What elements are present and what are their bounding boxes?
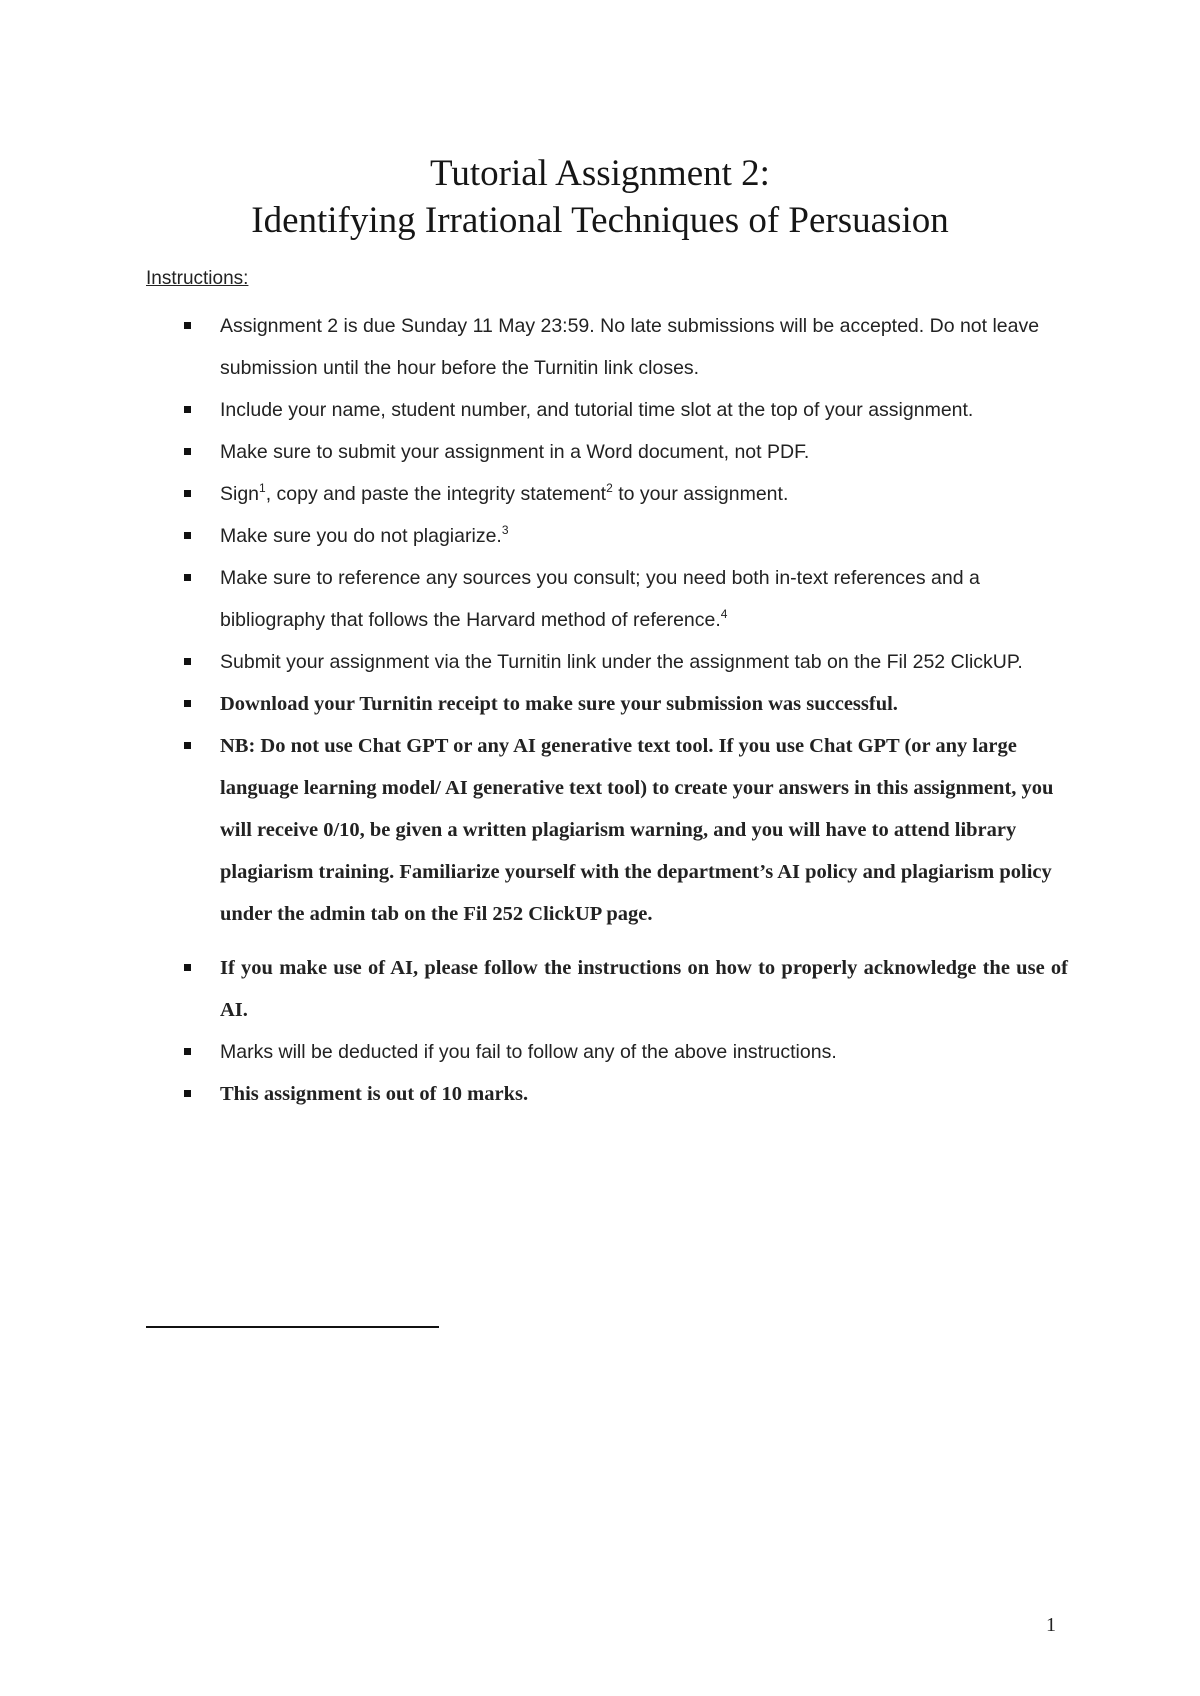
list-item — [178, 725, 1068, 935]
square-bullet-icon — [184, 322, 191, 329]
item-text: If you make use of AI, please follow the instructions on how to properly acknowledge the use of AI. — [220, 957, 1068, 1021]
footnote-ref-3[interactable]: 3 — [501, 523, 509, 537]
square-bullet-icon — [184, 574, 191, 581]
list-item — [178, 515, 1068, 557]
item-text: Download your Turnitin receipt to make sure your submission was successful. — [220, 693, 898, 715]
square-bullet-icon — [184, 406, 191, 413]
footnote-ref-4[interactable]: 4 — [720, 607, 728, 621]
item-text: Make sure to reference any sources you consult; you need both in-text references and a bibliography that follows the Harvard method of reference. — [220, 567, 980, 631]
list-item — [178, 947, 1068, 1031]
square-bullet-icon — [184, 490, 191, 497]
list-item — [178, 473, 1068, 515]
item-text: Include your name, student number, and tutorial time slot at the top of your assignment. — [220, 399, 974, 421]
list-item — [178, 557, 1068, 641]
title-line-1: Tutorial Assignment 2: — [430, 153, 770, 194]
item-text: This assignment is out of 10 marks. — [220, 1083, 529, 1105]
square-bullet-icon — [184, 1048, 191, 1055]
list-item — [178, 431, 1068, 473]
square-bullet-icon — [184, 700, 191, 707]
square-bullet-icon — [184, 1090, 191, 1097]
item-text: Submit your assignment via the Turnitin link under the assignment tab on the Fil 252 ClickUP. — [220, 651, 1023, 673]
item-text: Make sure to submit your assignment in a Word document, not PDF. — [220, 441, 810, 463]
list-item — [178, 305, 1068, 389]
item-text: Marks will be deducted if you fail to follow any of the above instructions. — [220, 1041, 837, 1063]
list-item — [178, 1031, 1068, 1073]
item-text-part-2: , copy and paste the integrity statement — [265, 483, 607, 505]
square-bullet-icon — [184, 532, 191, 539]
list-item — [178, 641, 1068, 683]
item-text-part-3: to your assignment. — [612, 483, 789, 505]
footnote-separator — [146, 1326, 439, 1328]
footnote-ref-1[interactable]: 1 — [259, 481, 266, 495]
item-text-part-1: Sign — [220, 483, 260, 505]
list-item — [178, 683, 1068, 725]
list-item — [178, 389, 1068, 431]
square-bullet-icon — [184, 658, 191, 665]
instructions-list — [178, 305, 1068, 1115]
square-bullet-icon — [184, 964, 191, 971]
page-number: 1 — [1046, 1614, 1056, 1636]
item-text: Assignment 2 is due Sunday 11 May 23:59. No late submissions will be accepted. Do not leave submission until the hour before the Turnitin link closes. — [220, 315, 1040, 379]
square-bullet-icon — [184, 742, 191, 749]
footnote-ref-2[interactable]: 2 — [606, 481, 613, 495]
instructions-heading: Instructions: — [146, 268, 249, 289]
document-title — [0, 150, 1200, 244]
square-bullet-icon — [184, 448, 191, 455]
title-line-2: Identifying Irrational Techniques of Persuasion — [251, 200, 949, 241]
item-text: NB: Do not use Chat GPT or any AI generative text tool. If you use Chat GPT (or any large language learning model/ AI generative text tool) to create your answers in this assignment, you will receive 0/10, be given a written plagiarism warning, and you will have to attend library plagiarism training. Familiarize yourself with the department’s AI policy and plagiarism policy under the admin tab on the Fil 252 ClickUP page. — [220, 735, 1054, 925]
list-item — [178, 1073, 1068, 1115]
item-text: Make sure you do not plagiarize. — [220, 525, 502, 547]
